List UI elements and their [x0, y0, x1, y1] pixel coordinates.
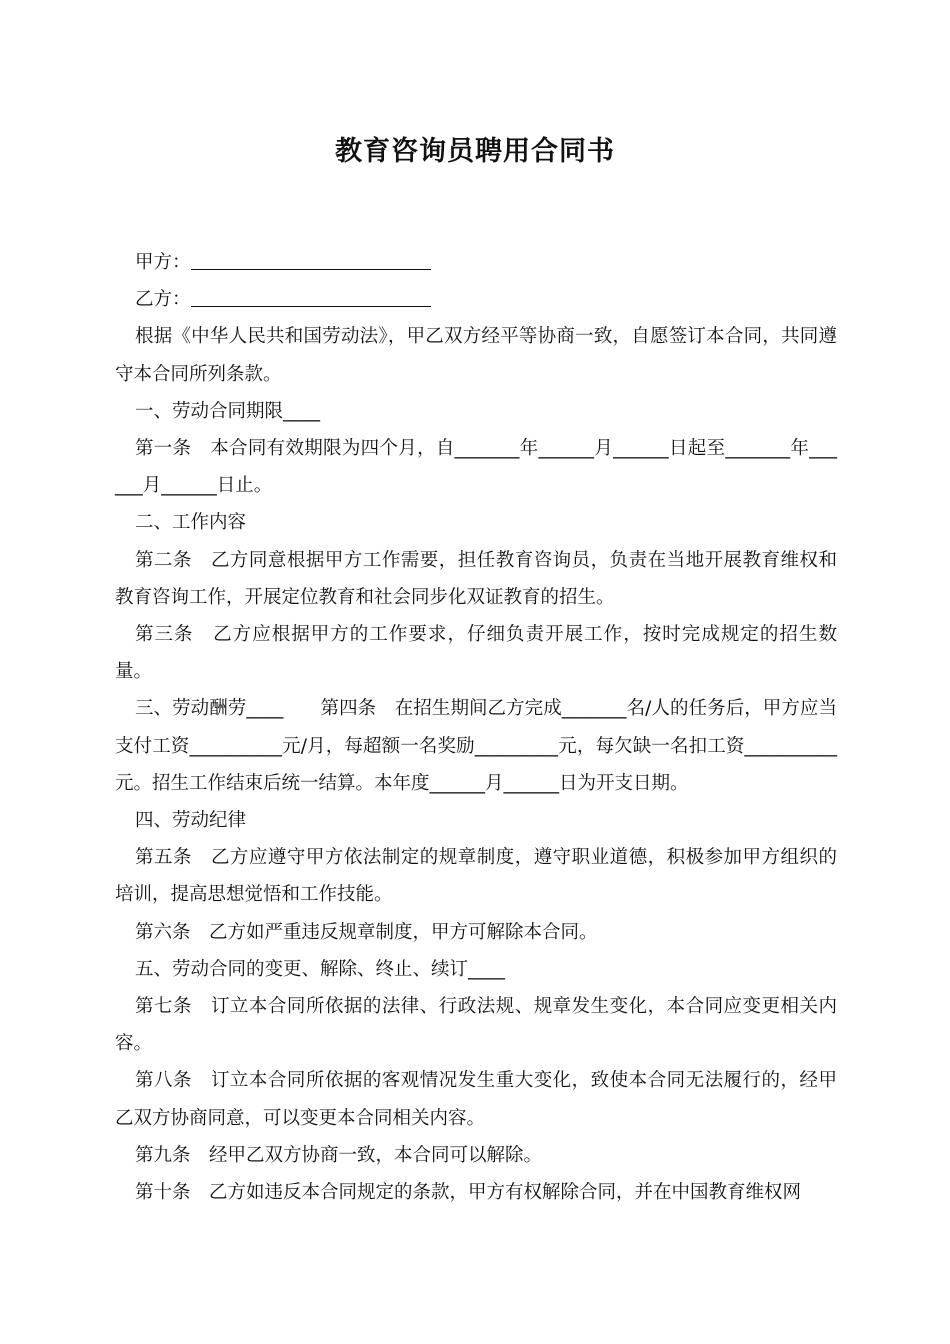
- paragraph-preamble: 根据《中华人民共和国劳动法》，甲乙双方经平等协商一致，自愿签订本合同，共同遵守本合同所列条款。: [115, 326, 837, 385]
- clause-9: 第九条 经甲乙双方协商一致，本合同可以解除。: [135, 1144, 543, 1166]
- clause-10: 第十条 乙方如违反本合同规定的条款，甲方有权解除合同，并在中国教育维权网: [135, 1182, 802, 1204]
- document-title: 教育咨询员聘用合同书: [335, 136, 615, 167]
- party-b-label: 乙方：: [135, 289, 191, 311]
- section-heading-change: 五、劳动合同的变更、解除、终止、续订____: [135, 958, 506, 980]
- document-body: [115, 244, 837, 1211]
- clause-6: 第六条 乙方如严重违反规章制度，甲方可解除本合同。: [135, 921, 598, 943]
- party-a-label: 甲方：: [135, 252, 191, 273]
- clause-3: 第三条 乙方应根据甲方的工作要求，仔细负责开展工作，按时完成规定的招生数量。: [115, 624, 837, 683]
- clause-2: 第二条 乙方同意根据甲方工作需要，担任教育咨询员，负责在当地开展教育维权和教育咨询工作，开展定位教育和社会同步化双证教育的招生。: [115, 549, 837, 608]
- clause-5: 第五条 乙方应遵守甲方依法制定的规章制度，遵守职业道德，积极参加甲方组织的培训，提高思想觉悟和工作技能。: [115, 847, 837, 906]
- party-b-blank: [191, 284, 431, 307]
- section-heading-work: 二、工作内容: [135, 512, 247, 534]
- party-a-blank: [191, 247, 431, 270]
- clause-4: 三、劳动酬劳____ 第四条 在招生期间乙方完成_______名/人的任务后，甲方应当支付工资__________元/月，每超额一名奖励_________元，每欠缺一名扣工资__________元。招生工作结束后统一结算。本年度______月______日为开支日期。: [115, 698, 837, 794]
- section-heading-discipline: 四、劳动纪律: [135, 810, 247, 832]
- section-heading-term: 一、劳动合同期限____: [135, 400, 321, 422]
- clause-7: 第七条 订立本合同所依据的法律、行政法规、规章发生变化，本合同应变更相关内容。: [115, 996, 837, 1055]
- clause-1: 第一条 本合同有效期限为四个月，自_______年______月______日起至_______年______月______日止。: [115, 438, 837, 497]
- clause-8: 第八条 订立本合同所依据的客观情况发生重大变化，致使本合同无法履行的，经甲乙双方协商同意，可以变更本合同相关内容。: [115, 1070, 837, 1129]
- party-b-line: [115, 281, 837, 318]
- party-a-line: [115, 244, 837, 281]
